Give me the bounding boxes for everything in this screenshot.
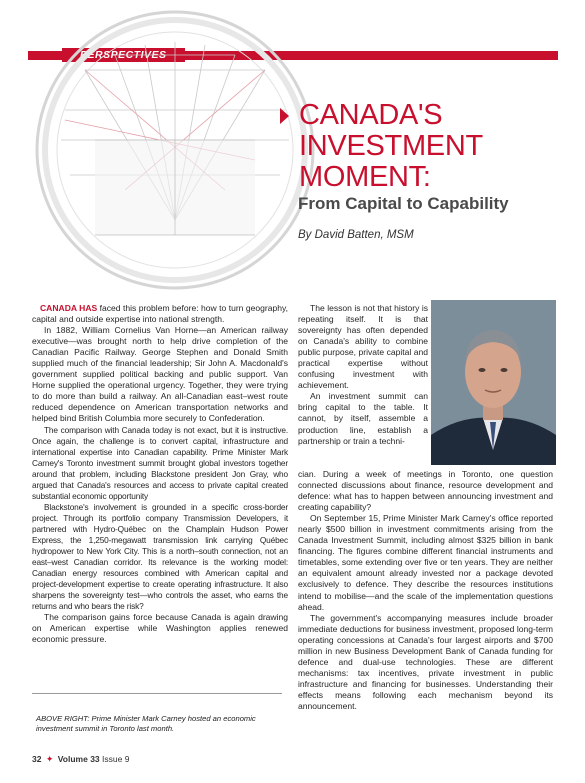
right-column-top xyxy=(298,303,428,447)
article-title-block xyxy=(283,100,573,193)
paragraph: The government's accompanying measures include broader immediate deductions for business investment, proposed long-term operating concessions at Canada's four largest airports and $700 million in new Business Development Bank of Canada funding for defence and dual-use technologies. These are different mechanisms: tax incentives, private investment in public infrastructure and financing for businesses. Understanding their effects means following each mechanism beyond its announcement. xyxy=(298,612,553,711)
title-line: CANADA'S xyxy=(299,99,443,131)
paragraph: An investment summit can bring capital to the table. It cannot, by itself, assemble a production line, establish a partnership or train a techni- xyxy=(298,391,428,446)
caption-divider xyxy=(32,693,282,694)
paragraph: The comparison with Canada today is not exact, but it is instructive. Once again, the challenge is to convert capital, infrastructure and international expertise into Canadian capability. Prime Minister Mark Carney's Toronto investment summit brought global investors together around that problem, including Blackstone president Jon Gray, who argued that Canada's resources and access to private capital created substantial economic opportunity xyxy=(32,424,288,501)
title-line: MOMENT: xyxy=(299,161,431,193)
paragraph: The lesson is not that history is repeating itself. It is that sovereignty has often depended on Canada's ability to combine public purpose, private capital and practical expertise without confusing investment with achievement. xyxy=(298,303,428,391)
paragraph xyxy=(32,303,288,325)
decorative-sphere-art xyxy=(25,0,325,300)
left-column xyxy=(32,303,288,645)
paragraph: cian. During a week of meetings in Toronto, one question connected discussions about finance, resource development and defence: what has to happen between announcing investment and creating capability? xyxy=(298,469,553,513)
article-title xyxy=(283,100,573,193)
page-number: 32 xyxy=(32,754,42,764)
right-column xyxy=(298,469,553,712)
page-footer xyxy=(32,754,129,765)
portrait-photo xyxy=(431,300,556,465)
paragraph: Blackstone's involvement is grounded in a specific cross-border project. Through its portfolio company Transmission Developers, it partnered with Hydro-Québec on the Champlain Hudson Power Express, the 1,250-megawatt transmission link carrying Québec hydropower to New York City. This is a north–south connection, not an east–west Canadian corridor. Its relevance is the working model: Canadian energy resources combined with American capital and project-development expertise to create operating infrastructure. It also sharpens the sovereignty test—who controls the asset, who earns the returns and who bears the risk? xyxy=(32,501,288,612)
issue-label: Issue 9 xyxy=(102,754,130,764)
volume-label: Volume 33 xyxy=(57,754,100,764)
title-line: INVESTMENT xyxy=(299,130,483,162)
portrait-illustration xyxy=(431,300,556,465)
paragraph-text: faced this problem before: how to turn geography, capital and outside expertise into national strength. xyxy=(32,303,288,325)
lead-in: CANADA HAS xyxy=(40,303,98,313)
paragraph: The comparison gains force because Canada is again drawing on American expertise while Washington applies renewed economic pressure. xyxy=(32,612,288,645)
paragraph: In 1882, William Cornelius Van Horne—an American railway executive—was brought north to help drive completion of the Canadian Pacific Railway. George Stephen and Donald Smith supplied much of the financial leadership; Sir John A. Macdonald's government supplied political backing and public support. Van Horne supplied the operational urgency. Together, they were trying to do more than build a railway. An all-Canadian east–west route reduced dependence on American transportation networks and helped bind British Columbia more securely to Confederation. xyxy=(32,325,288,424)
title-arrow-icon xyxy=(280,108,289,124)
section-label: PERSPECTIVES xyxy=(62,48,185,62)
maple-leaf-icon: ✦ xyxy=(45,754,54,764)
article-subtitle: From Capital to Capability xyxy=(298,194,509,213)
article-byline: By David Batten, MSM xyxy=(298,229,414,241)
photo-caption: ABOVE RIGHT: Prime Minister Mark Carney hosted an economic investment summit in Toronto last month. xyxy=(36,714,256,733)
paragraph: On September 15, Prime Minister Mark Carney's office reported nearly $500 billion in investment commitments arising from the Canada Investment Summit, including almost $325 billion in bank financing. The figures combine different financial instruments and timetables, some extending over five or ten years. They are neither an equivalent amount already invested nor a package devoted exclusively to defence. They describe the resources institutions intend to mobilise—and the scale of the implementation questions ahead. xyxy=(298,513,553,612)
